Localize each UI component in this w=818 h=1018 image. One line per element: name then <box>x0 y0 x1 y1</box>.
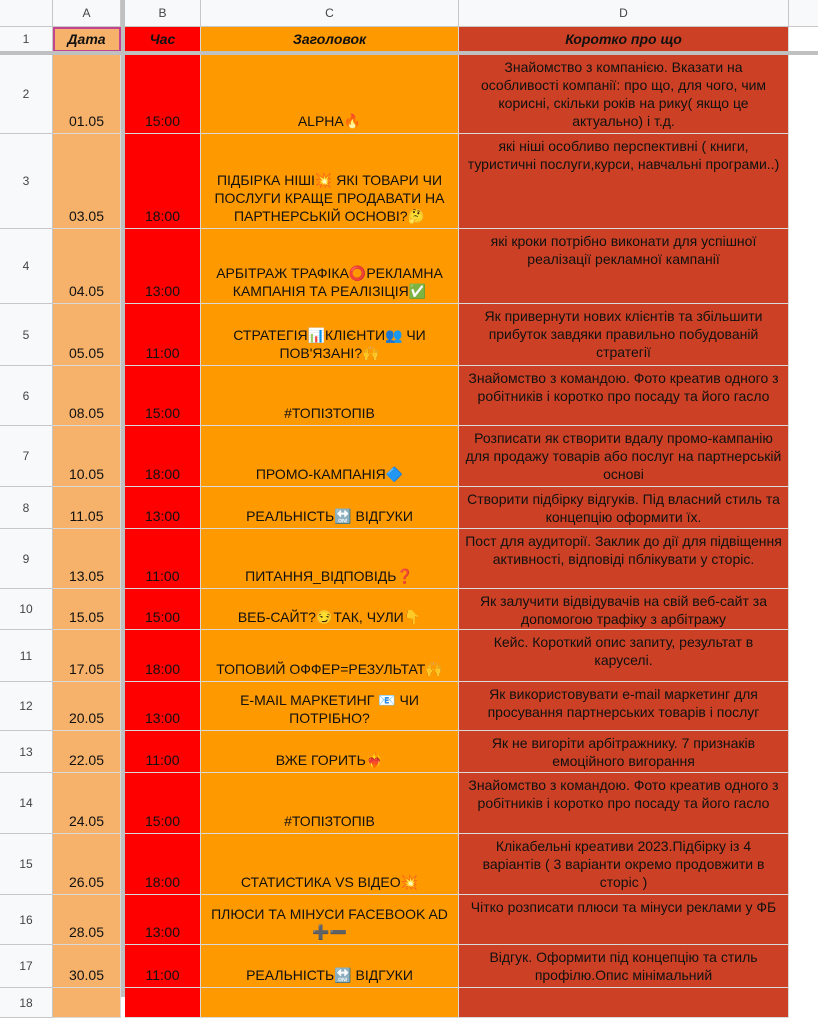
date-cell[interactable] <box>53 988 121 1018</box>
summary-cell[interactable] <box>459 988 789 1018</box>
date-cell[interactable]: 08.05 <box>53 366 121 426</box>
row-number[interactable]: 17 <box>0 945 53 988</box>
column-header-b[interactable]: B <box>125 0 201 27</box>
date-cell[interactable]: 04.05 <box>53 229 121 304</box>
title-cell[interactable]: #ТОПІЗТОПІВ <box>201 366 459 426</box>
summary-cell[interactable]: Розписати як створити вдалу промо-кампанію для продажу товарів або послуг на партнерській основі <box>459 426 789 487</box>
row-number[interactable]: 18 <box>0 988 53 1018</box>
time-cell[interactable]: 11:00 <box>125 304 201 366</box>
date-cell[interactable]: 24.05 <box>53 773 121 834</box>
title-cell[interactable]: СТАТИСТИКА VS ВІДЕО💥 <box>201 834 459 895</box>
summary-cell[interactable]: Кейс. Короткий опис запиту, результат в каруселі. <box>459 630 789 682</box>
title-cell[interactable]: РЕАЛЬНІСТЬ🔛 ВІДГУКИ <box>201 945 459 988</box>
row-number[interactable]: 2 <box>0 55 53 134</box>
time-cell[interactable]: 13:00 <box>125 682 201 731</box>
summary-cell[interactable]: Створити підбірку відгуків. Під власний стиль та концепцію оформити їх. <box>459 487 789 529</box>
time-cell[interactable]: 15:00 <box>125 773 201 834</box>
time-cell[interactable]: 18:00 <box>125 834 201 895</box>
date-cell[interactable]: 03.05 <box>53 134 121 229</box>
time-cell[interactable]: 13:00 <box>125 487 201 529</box>
time-cell[interactable]: 13:00 <box>125 229 201 304</box>
summary-cell[interactable]: Як не вигоріти арбітражнику. 7 признаків емоційного вигорання <box>459 731 789 773</box>
date-cell[interactable]: 10.05 <box>53 426 121 487</box>
row-number[interactable]: 3 <box>0 134 53 229</box>
summary-cell[interactable]: Знайомство з командою. Фото креатив одного з робітників і коротко про посаду та його гасло <box>459 366 789 426</box>
title-cell[interactable]: РЕАЛЬНІСТЬ🔛 ВІДГУКИ <box>201 487 459 529</box>
row-number[interactable]: 13 <box>0 731 53 773</box>
column-header-c[interactable]: C <box>201 0 459 27</box>
title-cell[interactable]: ПИТАННЯ_ВІДПОВІДЬ❓ <box>201 529 459 589</box>
date-cell[interactable]: 17.05 <box>53 630 121 682</box>
title-cell[interactable]: ВЕБ-САЙТ?😏ТАК, ЧУЛИ👇 <box>201 589 459 630</box>
time-cell[interactable]: 11:00 <box>125 731 201 773</box>
time-cell[interactable]: 13:00 <box>125 895 201 945</box>
time-cell[interactable] <box>125 988 201 1018</box>
title-cell[interactable]: ALPHA🔥 <box>201 55 459 134</box>
date-cell[interactable]: 20.05 <box>53 682 121 731</box>
summary-cell[interactable]: Знайомство з компанією. Вказати на особливості компанії: про що, для чого, чим корисні, скільки років на рику( якщо це актуально) і т.д. <box>459 55 789 134</box>
row-number[interactable]: 7 <box>0 426 53 487</box>
time-cell[interactable]: 18:00 <box>125 426 201 487</box>
summary-cell[interactable]: Як використовувати e-mail маркетинг для просування партнерських товарів і послуг <box>459 682 789 731</box>
summary-cell[interactable]: Пост для аудиторії. Заклик до дії для підвіщення активності, відповіді пблікувати у сторіс. <box>459 529 789 589</box>
title-cell[interactable]: ТОПОВИЙ ОФФЕР=РЕЗУЛЬТАТ🙌 <box>201 630 459 682</box>
summary-cell[interactable]: Відгук. Оформити під концепцію та стиль профілю.Опис мінімальний <box>459 945 789 988</box>
summary-cell[interactable]: Клікабельні креативи 2023.Підбірку із 4 варіантів ( 3 варіанти окремо продовжити в сторіс ) <box>459 834 789 895</box>
column-header-a[interactable]: A <box>53 0 121 27</box>
row-number[interactable]: 4 <box>0 229 53 304</box>
time-cell[interactable]: 18:00 <box>125 134 201 229</box>
row-number[interactable]: 16 <box>0 895 53 945</box>
summary-cell[interactable]: Чітко розписати плюси та мінуси реклами у ФБ <box>459 895 789 945</box>
summary-cell[interactable]: які кроки потрібно виконати для успішної реалізації рекламної кампанії <box>459 229 789 304</box>
select-all-corner[interactable] <box>0 0 53 27</box>
summary-cell[interactable]: Як залучити відвідувачів на свій веб-сайт за допомогою трафіку з арбітражу <box>459 589 789 630</box>
header-date-cell[interactable]: Дата <box>53 27 121 52</box>
date-cell[interactable]: 15.05 <box>53 589 121 630</box>
row-number[interactable]: 1 <box>0 27 53 52</box>
date-cell[interactable]: 05.05 <box>53 304 121 366</box>
title-cell[interactable]: ПРОМО-КАМПАНІЯ🔷 <box>201 426 459 487</box>
row-number[interactable]: 10 <box>0 589 53 630</box>
row-number[interactable]: 14 <box>0 773 53 834</box>
title-cell[interactable] <box>201 988 459 1018</box>
title-cell[interactable]: #ТОПІЗТОПІВ <box>201 773 459 834</box>
title-cell[interactable]: ПІДБІРКА НІШІ💥 ЯКІ ТОВАРИ ЧИ ПОСЛУГИ КРАЩЕ ПРОДАВАТИ НА ПАРТНЕРСЬКІЙ ОСНОВІ?🤔 <box>201 134 459 229</box>
time-cell[interactable]: 15:00 <box>125 589 201 630</box>
date-cell[interactable]: 28.05 <box>53 895 121 945</box>
row-number[interactable]: 6 <box>0 366 53 426</box>
header-summary-cell[interactable]: Коротко про що <box>459 27 789 52</box>
summary-cell[interactable]: Як привернути нових клієнтів та збільшити прибуток завдяки правильно побудованій стратегії <box>459 304 789 366</box>
header-title-cell[interactable]: Заголовок <box>201 27 459 52</box>
frozen-row-divider[interactable] <box>0 51 818 55</box>
date-cell[interactable]: 11.05 <box>53 487 121 529</box>
title-cell[interactable]: ПЛЮСИ ТА МІНУСИ FACEBOOK AD ➕➖ <box>201 895 459 945</box>
date-cell[interactable]: 01.05 <box>53 55 121 134</box>
column-header-d[interactable]: D <box>459 0 789 27</box>
row-number[interactable]: 8 <box>0 487 53 529</box>
summary-cell[interactable]: які ніші особливо перспективні ( книги, туристичні послуги,курси, навчальні програми..) <box>459 134 789 229</box>
time-cell[interactable]: 11:00 <box>125 945 201 988</box>
time-cell[interactable]: 11:00 <box>125 529 201 589</box>
row-number[interactable]: 9 <box>0 529 53 589</box>
title-cell[interactable]: АРБІТРАЖ ТРАФІКА⭕РЕКЛАМНА КАМПАНІЯ ТА РЕАЛІЗІЦІЯ✅ <box>201 229 459 304</box>
date-cell[interactable]: 30.05 <box>53 945 121 988</box>
time-cell[interactable]: 18:00 <box>125 630 201 682</box>
frozen-column-divider[interactable] <box>121 0 125 997</box>
title-cell[interactable]: ВЖЕ ГОРИТЬ❤️‍🔥 <box>201 731 459 773</box>
time-cell[interactable]: 15:00 <box>125 55 201 134</box>
date-cell[interactable]: 26.05 <box>53 834 121 895</box>
row-number[interactable]: 12 <box>0 682 53 731</box>
date-cell[interactable]: 22.05 <box>53 731 121 773</box>
row-number[interactable]: 5 <box>0 304 53 366</box>
title-cell[interactable]: СТРАТЕГІЯ📊КЛІЄНТИ👥 ЧИ ПОВ'ЯЗАНІ?🙌 <box>201 304 459 366</box>
row-number[interactable]: 15 <box>0 834 53 895</box>
row-number[interactable]: 11 <box>0 630 53 682</box>
header-time-cell[interactable]: Час <box>125 27 201 52</box>
time-cell[interactable]: 15:00 <box>125 366 201 426</box>
summary-cell[interactable]: Знайомство з командою. Фото креатив одного з робітників і коротко про посаду та його гасло <box>459 773 789 834</box>
date-cell[interactable]: 13.05 <box>53 529 121 589</box>
title-cell[interactable]: E-MAIL МАРКЕТИНГ 📧 ЧИ ПОТРІБНО? <box>201 682 459 731</box>
